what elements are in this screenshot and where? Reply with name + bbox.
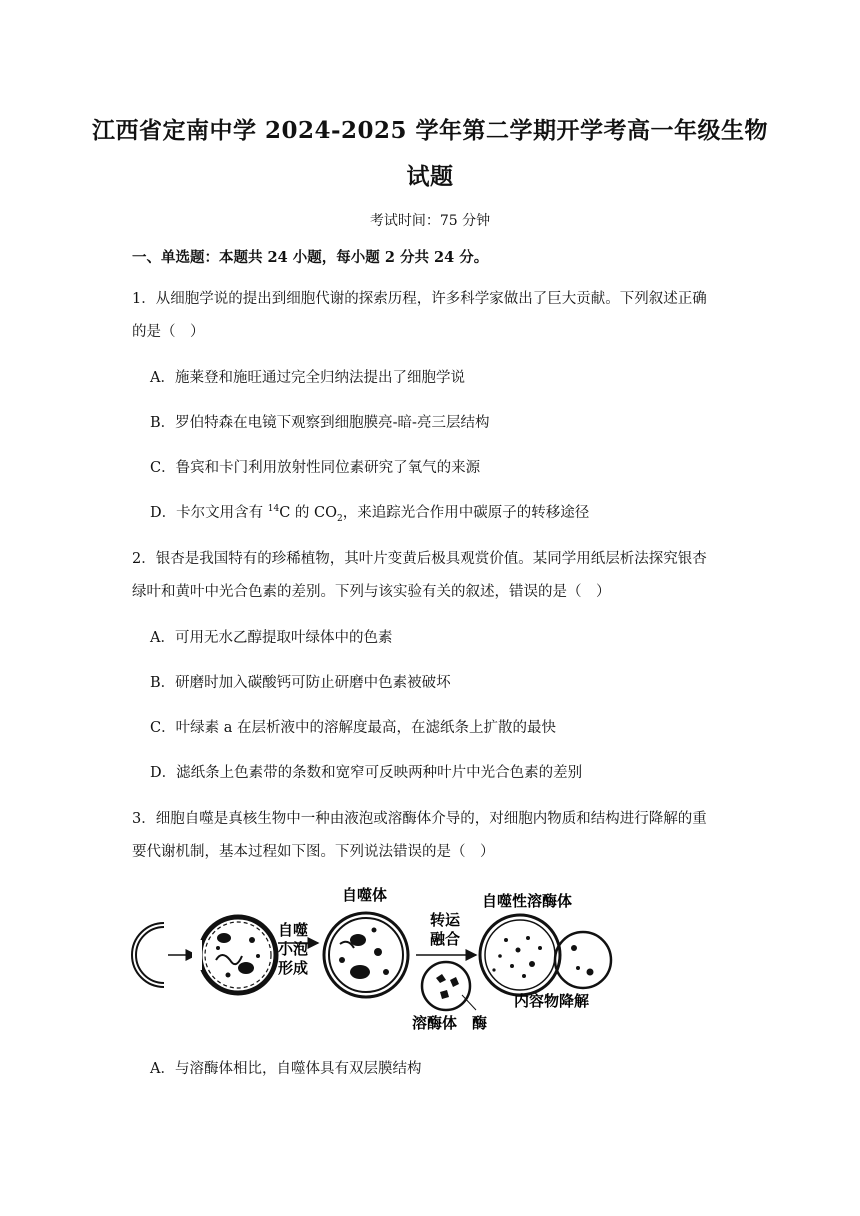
q2-stem-line1: 2．银杏是我国特有的珍稀植物，其叶片变黄后极具观赏价值。某同学用纸层析法探究银杏 (132, 551, 707, 567)
q1-stem-line1: 1．从细胞学说的提出到细胞代谢的探索历程，许多科学家做出了巨大贡献。下列叙述正确 (132, 291, 707, 307)
label-transport-1: 转运 (430, 911, 461, 929)
q2-option-d: D．滤纸条上色素带的条数和宽窄可反映两种叶片中光合色素的差别 (150, 765, 583, 781)
q1-option-c: C．鲁宾和卡门利用放射性同位素研究了氧气的来源 (150, 460, 481, 476)
q2-stem-line2: 绿叶和黄叶中光合色素的差别。下列与该实验有关的叙述，错误的是（ ） (132, 584, 611, 600)
lysosome-icon (422, 962, 470, 1010)
label-formation-2: 小泡 (278, 940, 309, 958)
q1-stem-line2: 的是（ ） (132, 324, 205, 340)
exam-time: 考试时间：75 分钟 (369, 213, 491, 229)
q2-option-c: C．叶绿素 a 在层析液中的溶解度最高，在滤纸条上扩散的最快 (150, 720, 556, 736)
section-heading: 一、单选题：本题共 24 小题，每小题 2 分共 24 分。 (132, 249, 489, 266)
q1-option-d-prefix: D．卡尔文用含有 (150, 505, 268, 521)
autolysosome-icon (480, 915, 611, 995)
q3-stem-line1: 3．细胞自噬是真核生物中一种由液泡或溶酶体介导的，对细胞内物质和结构进行降解的重 (132, 811, 707, 827)
q1-option-d-mid: C 的 CO (279, 505, 337, 521)
label-formation-1: 自噬 (278, 921, 309, 939)
q1-option-d (150, 501, 589, 524)
q3-option-a: A．与溶酶体相比，自噬体具有双层膜结构 (150, 1061, 422, 1077)
autophagosome-icon (324, 913, 408, 997)
q1-option-b: B．罗伯特森在电镜下观察到细胞膜亮-暗-亮三层结构 (150, 415, 490, 431)
forming-vesicle-icon (192, 917, 276, 993)
label-formation-3: 形成 (278, 959, 309, 977)
exam-title-line1: 江西省定南中学 2024-2025 学年第二学期开学考高一年级生物 (91, 117, 769, 144)
q1-option-a: A．施莱登和施旺通过完全归纳法提出了细胞学说 (150, 370, 465, 386)
q3-stem-line2: 要代谢机制，基本过程如下图。下列说法错误的是（ ） (132, 844, 495, 860)
label-degradation: 内容物降解 (514, 992, 590, 1010)
exam-title-line2: 试题 (406, 163, 454, 190)
label-autolysosome: 自噬性溶酶体 (482, 892, 573, 910)
q2-option-a: A．可用无水乙醇提取叶绿体中的色素 (150, 630, 393, 646)
q1-option-d-sub: 2 (336, 513, 343, 524)
q2-option-b: B．研磨时加入碳酸钙可防止研磨中色素被破坏 (150, 675, 451, 691)
label-lysosome: 溶酶体 (412, 1014, 458, 1030)
q1-option-d-sup: 14 (267, 504, 280, 515)
label-transport-2: 融合 (430, 930, 461, 948)
label-enzyme: 酶 (472, 1014, 488, 1030)
isolation-membrane-icon (134, 925, 164, 985)
autophagy-diagram (128, 880, 628, 1030)
label-autophagosome: 自噬体 (342, 886, 388, 904)
q1-option-d-suffix: ，来追踪光合作用中碳原子的转移途径 (342, 505, 590, 521)
